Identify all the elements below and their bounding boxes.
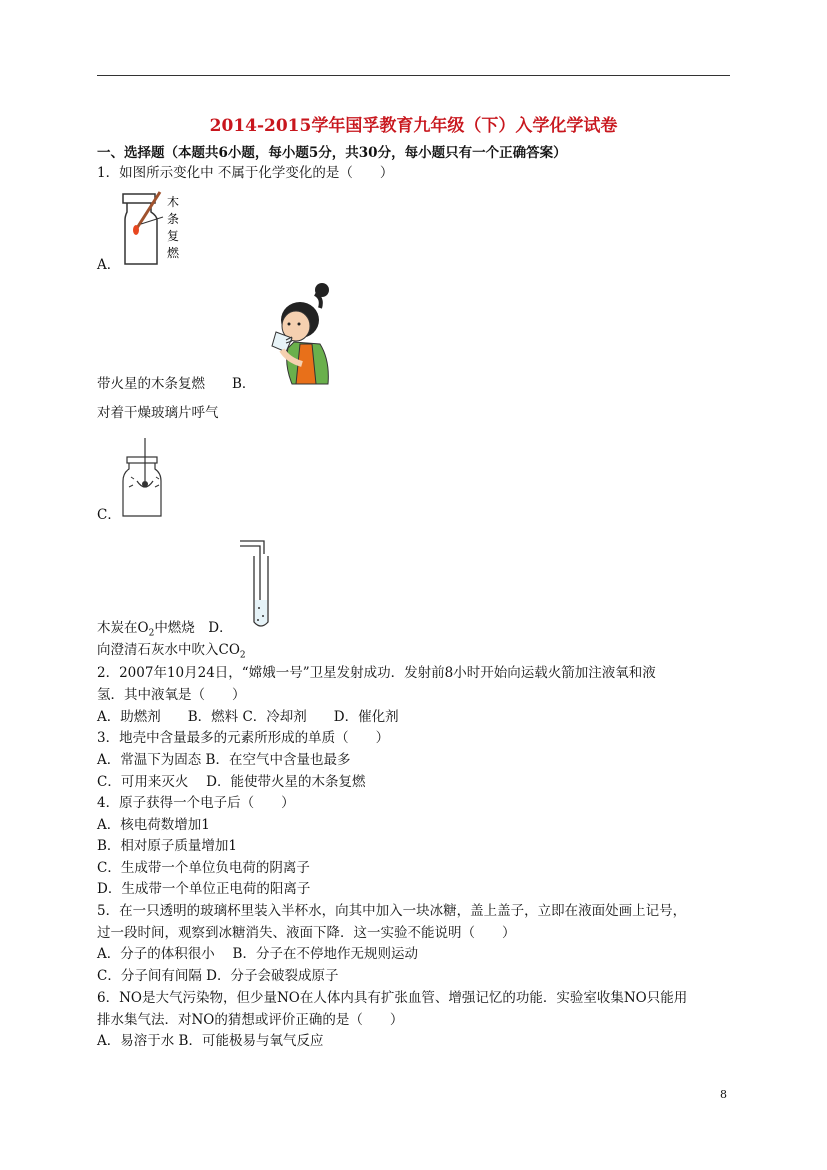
q6-options-ab: A．易溶于水 B．可能极易与氧气反应: [97, 1033, 324, 1049]
q4-option-c: C．生成带一个单位负电荷的阴离子: [97, 860, 310, 876]
q5-options-cd: C．分子间有间隔 D．分子会破裂成原子: [97, 968, 339, 984]
q1-option-a-text-and-b-mark: 带火星的木条复燃 B．: [97, 376, 256, 392]
q1-d-text-sub: 2: [239, 650, 246, 661]
q3-options-cd: C．可用来灭火 D．能使带火星的木条复燃: [97, 774, 366, 790]
q6-stem-line2: 排水集气法．对NO的猜想或评价正确的是（ ）: [97, 1012, 404, 1028]
q2-stem-line1: 2．2007年10月24日，“嫦娥一号”卫星发射成功．发射前8小时开始向运载火箭加注液氧和液: [97, 665, 656, 681]
q4-option-d: D．生成带一个单位正电荷的阳离子: [97, 881, 311, 897]
q5-stem-line1: 5．在一只透明的玻璃杯里装入半杯水，向其中加入一块冰糖，盖上盖子，立即在液面处画上记号，: [97, 903, 687, 919]
q6-stem-line1: 6．NO是大气污染物，但少量NO在人体内具有扩张血管、增强记忆的功能．实验室收集NO只能用: [97, 990, 688, 1006]
q1-option-a-mark: A．: [97, 257, 121, 273]
figure-a-bottle: [115, 190, 195, 272]
q1-option-c-text-and-d-mark: [97, 619, 233, 643]
q4-option-b: B．相对原子质量增加1: [97, 838, 238, 854]
q2-options: A．助燃剂 B．燃料 C．冷却剂 D．催化剂: [97, 709, 399, 725]
q1-c-text-post: 中燃烧 D．: [154, 620, 233, 636]
q5-options-ab: A．分子的体积很小 B．分子在不停地作无规则运动: [97, 946, 418, 962]
figure-a-label-2: 条: [167, 212, 180, 226]
q3-options-ab: A．常温下为固态 B．在空气中含量也最多: [97, 752, 351, 768]
q1-option-b-text: 对着干燥玻璃片呼气: [97, 405, 219, 421]
figure-c-combustion-jar: [115, 437, 165, 519]
q1-option-c-mark: C．: [97, 507, 121, 523]
figure-b-girl-breathing: [268, 280, 338, 388]
figure-d-test-tube: [235, 536, 275, 632]
q3-stem: 3．地壳中含量最多的元素所形成的单质（ ）: [97, 730, 390, 746]
page-number: 8: [720, 1088, 727, 1101]
exam-title: 2014-2015学年国孚教育九年级（下）入学化学试卷: [209, 116, 618, 136]
q1-stem: 1．如图所示变化中 不属于化学变化的是（ ）: [97, 165, 394, 181]
q4-stem: 4．原子获得一个电子后（ ）: [97, 795, 295, 811]
q1-d-text-pre: 向澄清石灰水中吹入CO: [97, 642, 240, 658]
figure-a-label-1: 木: [167, 195, 180, 209]
q1-option-d-text: [97, 641, 246, 665]
q4-option-a: A．核电荷数增加1: [97, 817, 210, 833]
figure-a-label-3: 复: [167, 229, 180, 243]
section-heading: 一、选择题（本题共6小题，每小题5分，共30分，每小题只有一个正确答案）: [97, 145, 567, 161]
header-rule: [97, 75, 730, 76]
figure-a-label-4: 燃: [167, 246, 180, 260]
q1-c-text-sub: 2: [148, 628, 155, 639]
q5-stem-line2: 过一段时间，观察到冰糖消失、液面下降．这一实验不能说明（ ）: [97, 925, 516, 941]
q1-c-text-pre: 木炭在O: [97, 620, 149, 636]
q2-stem-line2: 氢．其中液氧是（ ）: [97, 687, 246, 703]
